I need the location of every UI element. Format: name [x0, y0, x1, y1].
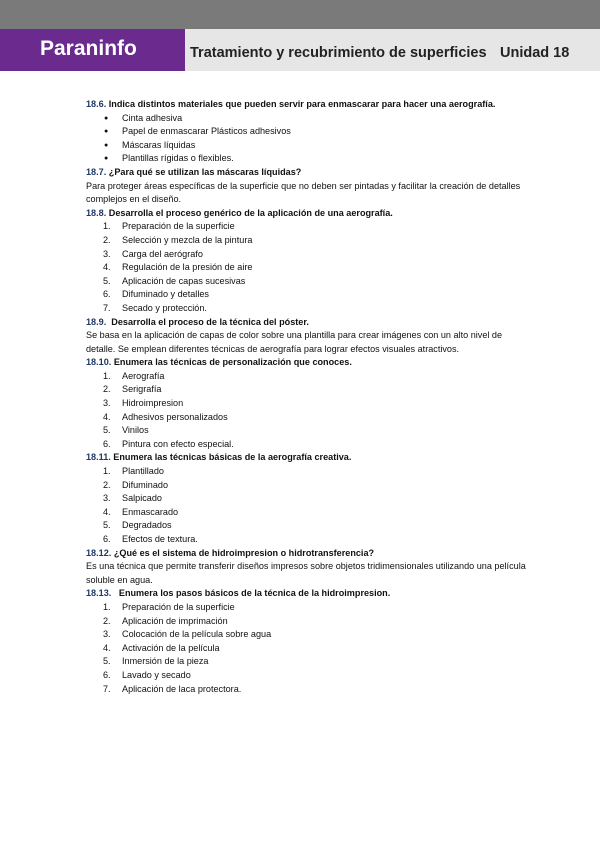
- question-number: 18.11.: [86, 452, 111, 463]
- list-item: [86, 601, 526, 615]
- list-item-text: Selección y mezcla de la pintura: [122, 234, 253, 245]
- question-number: 18.10.: [86, 357, 112, 368]
- exercise-section: [86, 166, 526, 207]
- question-text: Desarrolla el proceso genérico de la aplicación de una aerografía.: [106, 207, 393, 218]
- list-item: [86, 125, 526, 139]
- list-item-text: Cinta adhesiva: [122, 112, 183, 123]
- list-item: [86, 261, 526, 275]
- numbered-list: [86, 465, 526, 547]
- list-item-text: Aerografía: [122, 370, 165, 381]
- list-item-text: Salpicado: [122, 493, 162, 504]
- list-item-text: Pintura con efecto especial.: [122, 438, 234, 449]
- header-unit: Unidad 18: [500, 45, 570, 61]
- list-item: [86, 411, 526, 425]
- list-number: 6.: [103, 289, 111, 300]
- question-text: ¿Qué es el sistema de hidroimpresion o hidrotransferencia?: [111, 547, 375, 558]
- list-item: [86, 424, 526, 438]
- list-number: 2.: [103, 384, 111, 395]
- list-item: [86, 533, 526, 547]
- list-item-text: Carga del aerógrafo: [122, 248, 203, 259]
- list-item: [86, 152, 526, 166]
- list-item: [86, 669, 526, 683]
- bullet-icon: ●: [104, 141, 109, 149]
- list-number: 1.: [103, 370, 111, 381]
- list-item-text: Enmascarado: [122, 506, 179, 517]
- question-number: 18.8.: [86, 207, 107, 218]
- list-number: 2.: [103, 479, 111, 490]
- question-number: 18.6.: [86, 99, 107, 109]
- list-item: [86, 438, 526, 452]
- list-number: 3.: [103, 629, 111, 640]
- numbered-list: [86, 601, 526, 696]
- question-text: Enumera las técnicas de personalización que conoces.: [111, 357, 352, 368]
- list-item-text: Secado y protección.: [122, 302, 207, 313]
- list-number: 2.: [103, 234, 111, 245]
- exercise-section: [86, 356, 526, 451]
- list-number: 5.: [103, 275, 111, 286]
- list-item: [86, 112, 526, 126]
- list-item-text: Aplicación de laca protectora.: [122, 683, 242, 694]
- question-heading: [86, 587, 526, 601]
- bullet-list: [86, 112, 526, 166]
- question-heading: [86, 207, 526, 221]
- list-item-text: Regulación de la presión de aire: [122, 262, 253, 273]
- bullet-icon: ●: [104, 128, 109, 136]
- list-number: 5.: [103, 656, 111, 667]
- answer-text: Es una técnica que permite transferir diseños impresos sobre objetos tridimensionales utilizando una película soluble en agua.: [86, 561, 526, 585]
- list-item: [86, 383, 526, 397]
- list-item: [86, 302, 526, 316]
- exercise-section: [86, 451, 526, 546]
- list-number: 1.: [103, 221, 111, 232]
- list-item-text: Adhesivos personalizados: [122, 411, 228, 422]
- question-number: 18.12.: [86, 547, 112, 558]
- exercise-section: [86, 98, 526, 166]
- top-bar: [0, 0, 600, 29]
- list-item: [86, 370, 526, 384]
- list-item-text: Difuminado y detalles: [122, 289, 209, 300]
- list-number: 4.: [103, 642, 111, 653]
- question-heading: [86, 356, 526, 370]
- list-item: [86, 615, 526, 629]
- list-item-text: Difuminado: [122, 479, 168, 490]
- answer-text: Para proteger áreas específicas de la superficie que no deben ser pintadas y facilitar la creación de detalles complejos en el diseño.: [86, 180, 521, 205]
- list-item: [86, 275, 526, 289]
- list-item: [86, 234, 526, 248]
- list-item-text: Papel de enmascarar Plásticos adhesivos: [122, 126, 291, 137]
- list-item: [86, 628, 526, 642]
- list-item: [86, 655, 526, 669]
- list-item-text: Efectos de textura.: [122, 534, 198, 544]
- list-item-text: Lavado y secado: [122, 669, 191, 680]
- list-number: 4.: [103, 506, 111, 517]
- list-item-text: Vinilos: [122, 425, 149, 436]
- list-item: [86, 519, 526, 533]
- question-text: Enumera los pasos básicos de la técnica de la hidroimpresion.: [111, 588, 391, 599]
- list-item-text: Activación de la película: [122, 642, 220, 653]
- list-item-text: Aplicación de imprimación: [122, 615, 228, 626]
- question-heading: [86, 166, 526, 180]
- list-number: 3.: [103, 248, 111, 259]
- question-heading: [86, 98, 526, 112]
- question-heading: [86, 547, 526, 561]
- list-number: 6.: [103, 438, 111, 449]
- list-item: [86, 642, 526, 656]
- bullet-icon: ●: [104, 155, 109, 163]
- list-item-text: Máscaras líquidas: [122, 139, 196, 150]
- list-item-text: Plantillado: [122, 466, 164, 477]
- list-item: [86, 479, 526, 493]
- question-number: 18.13.: [86, 588, 112, 599]
- bullet-icon: ●: [104, 114, 109, 122]
- question-number: 18.7.: [86, 166, 107, 177]
- list-item: [86, 397, 526, 411]
- exercise-content: [86, 98, 526, 696]
- list-number: 3.: [103, 398, 111, 409]
- exercise-section: [86, 547, 526, 588]
- question-text: Enumera las técnicas básicas de la aerografía creativa.: [110, 452, 352, 463]
- list-number: 6.: [103, 534, 111, 544]
- exercise-section: [86, 207, 526, 316]
- list-number: 5.: [103, 425, 111, 436]
- list-number: 4.: [103, 411, 111, 422]
- list-item: [86, 506, 526, 520]
- list-number: 1.: [103, 601, 111, 612]
- exercise-section: [86, 587, 526, 696]
- list-number: 4.: [103, 262, 111, 273]
- question-text: Indica distintos materiales que pueden servir para enmascarar para hacer una aerografía.: [106, 99, 496, 109]
- list-number: 5.: [103, 520, 111, 531]
- list-item-text: Inmersión de la pieza: [122, 656, 209, 667]
- question-text: ¿Para qué se utilizan las máscaras líquidas?: [106, 166, 302, 177]
- list-item: [86, 465, 526, 479]
- brand-logo: Paraninfo: [0, 29, 185, 71]
- list-number: 3.: [103, 493, 111, 504]
- list-item-text: Serigrafía: [122, 384, 162, 395]
- list-item: [86, 220, 526, 234]
- list-item: [86, 139, 526, 153]
- list-item-text: Preparación de la superficie: [122, 601, 235, 612]
- list-item: [86, 683, 526, 697]
- header-title: Tratamiento y recubrimiento de superficies: [190, 45, 487, 61]
- question-text: Desarrolla el proceso de la técnica del póster.: [106, 316, 309, 327]
- list-number: 7.: [103, 683, 111, 694]
- list-item-text: Plantillas rígidas o flexibles.: [122, 153, 234, 164]
- list-number: 2.: [103, 615, 111, 626]
- list-number: 6.: [103, 669, 111, 680]
- answer-text: Se basa en la aplicación de capas de color sobre una plantilla para crear imágenes con un alto nivel de detalle. Se emplean diferentes técnicas de aerografía para lograr efectos visuales atractivos.: [86, 330, 503, 354]
- exercise-section: [86, 316, 526, 357]
- list-item: [86, 492, 526, 506]
- question-heading: [86, 451, 526, 465]
- list-item-text: Preparación de la superficie: [122, 221, 235, 232]
- list-item: [86, 288, 526, 302]
- list-number: 7.: [103, 302, 111, 313]
- list-item-text: Hidroimpresion: [122, 398, 184, 409]
- list-number: 1.: [103, 466, 111, 477]
- numbered-list: [86, 370, 526, 452]
- list-item: [86, 248, 526, 262]
- list-item-text: Degradados: [122, 520, 172, 531]
- question-heading: [86, 316, 526, 330]
- list-item-text: Colocación de la película sobre agua: [122, 629, 272, 640]
- list-item-text: Aplicación de capas sucesivas: [122, 275, 246, 286]
- question-number: 18.9.: [86, 316, 107, 327]
- numbered-list: [86, 220, 526, 315]
